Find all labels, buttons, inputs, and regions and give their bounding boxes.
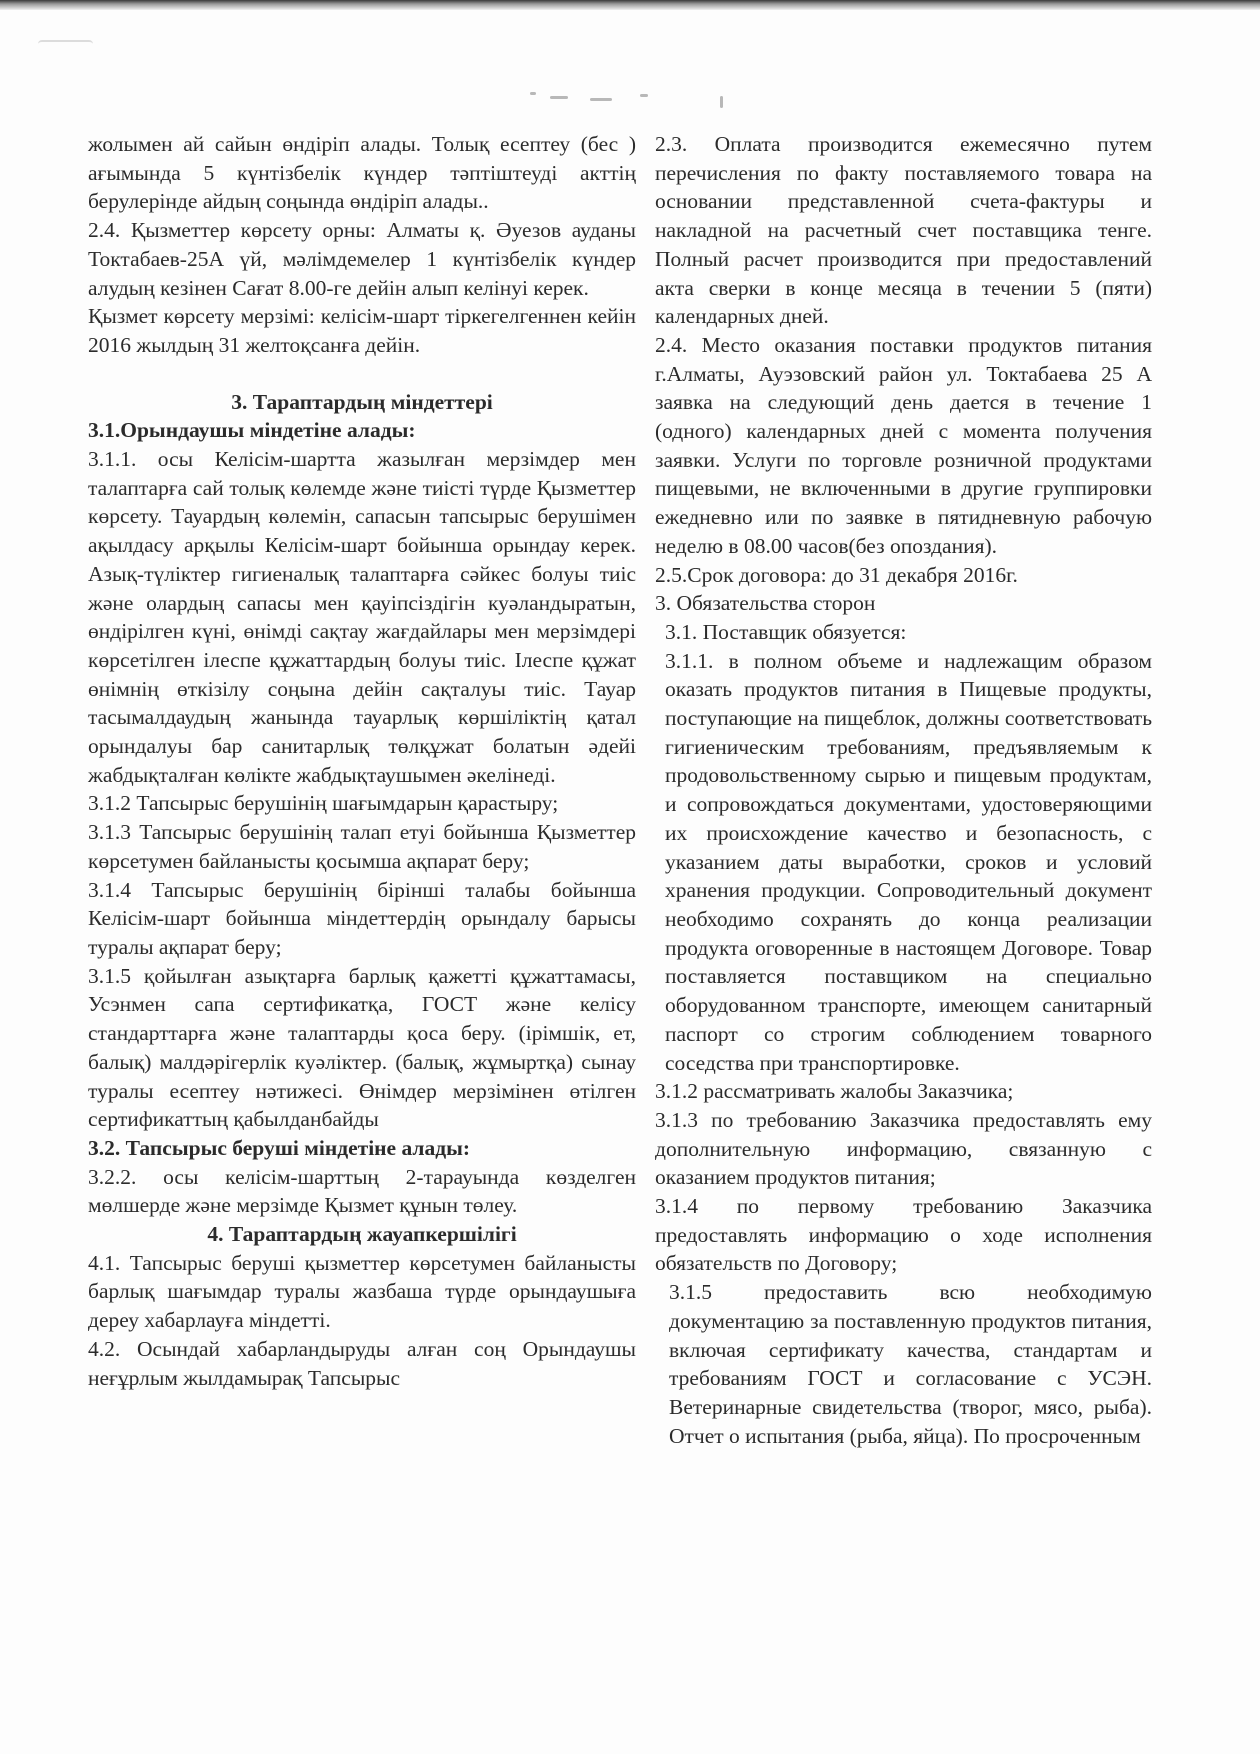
paragraph-3-1-2-kz: 3.1.2 Тапсырыс берушінің шағымдарын қарастыру; (88, 791, 559, 816)
paragraph-3-1-2-ru: 3.1.2 рассматривать жалобы Заказчика; (655, 1079, 1014, 1104)
paragraph-3-1-3-ru: 3.1.3 по требованию Заказчика предоставлять ему дополнительную информацию, связанную с оказанием продуктов питания; (655, 1107, 1152, 1190)
paragraph-2-4-kz: 2.4. Қызметтер көрсету орны: Алматы қ. Әуезов ауданы Токтабаев-25А үй, мәлімдемелер 1 күнтізбелік күндер алудың кезінен Сағат 8.00-ге дейін алып келінуі керек. (88, 218, 636, 300)
heading-3-1-kz: 3.1.Орындаушы міндетіне алады: (88, 418, 416, 443)
heading-section-4-kz: 4. Тараптардың жауапкершілігі (207, 1222, 517, 1247)
paragraph-3-1-5-ru: 3.1.5 предоставить всю необходимую документацию за поставленную продуктов питания, включая сертификату качества, стандартам и требованиям ГОСТ и согласование с УСЭН. Ветеринарные свидетельства (творог, мясо, рыба). Отчет о испытания (рыба, яйца). По просроченным (669, 1280, 1152, 1448)
paragraph-4-2-kz: 4.2. Осындай хабарландыруды алған соң Орындаушы неғұрлым жылдамырақ Тапсырыс (88, 1336, 636, 1390)
scan-smudge (38, 40, 93, 50)
paragraph-term-kz: Қызмет көрсету мерзімі: келісім-шарт тіркегелгеннен кейін 2016 жылдың 31 желтоқсанға дейін. (88, 304, 636, 357)
heading-section-3-ru: 3. Обязательства сторон (655, 591, 876, 616)
left-column (88, 130, 636, 1392)
paragraph-2-4-ru: 2.4. Место оказания поставки продуктов питания г.Алматы, Ауэзовский район ул. Токтабаева 25 А заявка на следующий день дается в течение 1 (одного) календарных дней с момента получения заявки. Услуги по торговле розничной продуктами пищевыми, не включенными в другие группировки ежедневно или по заявке в пятидневную рабочую неделю в 08.00 часов(без опоздания). (655, 332, 1152, 558)
scan-marks (530, 86, 730, 116)
heading-3-2-kz: 3.2. Тапсырыс беруші міндетіне алады: (88, 1135, 471, 1160)
paragraph-3-1-4-ru: 3.1.4 по первому требованию Заказчика предоставлять информацию о ходе исполнения обязательств по Договору; (655, 1194, 1152, 1276)
paragraph-2-5-ru: 2.5.Срок договора: до 31 декабря 2016г. (655, 562, 1018, 587)
paragraph-3-1-1-ru: 3.1.1. в полном объеме и надлежащим образом оказать продуктов питания в Пищевые продукты, поступающие на пищеблок, должны соответствовать гигиеническим требованиям, предъявляемым к продовольственному сырью и пищевым продуктам, и сопровождаться документами, удостоверяющими их происхождение качество и безопасность, с указанием даты выработки, сроков и условий хранения продукции. Сопроводительный документ необходимо сохранять до конца реализации продукта оговоренные в настоящем Договоре. Товар поставляется поставщиком на специально оборудованном транспорте, имеющем санитарный паспорт со строгим соблюдением товарного соседства при транспортировке. (665, 648, 1152, 1075)
paragraph-2-3-ru: 2.3. Оплата производится ежемесячно путем перечисления по факту поставляемого товара на основании представленной счета-фактуры и накладной на расчетный счет поставщика тенге. Полный расчет производится при предоставлений акта сверки в конце месяца в течении 5 (пяти) календарных дней. (655, 132, 1152, 329)
paragraph-3-1-3-kz: 3.1.3 Тапсырыс берушінің талап етуі бойынша Қызметтер көрсетумен байланысты қосымша ақпарат беру; (88, 820, 636, 873)
paragraph-3-1-4-kz: 3.1.4 Тапсырыс берушінің бірінші талабы бойынша Келісім-шарт бойынша міндеттердің орындалу барысы туралы ақпарат беру; (88, 877, 636, 959)
paragraph-3-2-2-kz: 3.2.2. осы келісім-шарттың 2-тарауында көзделген мөлшерде және мерзімде Қызмет құнын төлеу. (88, 1164, 636, 1218)
paragraph-4-1-kz: 4.1. Тапсырыс беруші қызметтер көрсетумен байланысты барлық шағымдар туралы жазбаша түрде орындаушыға дереу хабарлауға міндетті. (88, 1250, 636, 1333)
heading-3-1-ru: 3.1. Поставщик обязуется: (665, 619, 907, 644)
scan-top-edge (0, 0, 1260, 10)
heading-section-3-kz: 3. Тараптардың міндеттері (231, 389, 493, 414)
paragraph-3-1-1-kz: 3.1.1. осы Келісім-шартта жазылған мерзімдер мен талаптарға сай толық көлемде және тиісті түрде Қызметтер көрсету. Тауардың көлемін, сапасын тапсырыс берушімен ақылдасу арқылы Келісім-шарт бойынша орындау керек. Азық-түліктер гигиеналық талаптарға сәйкес болуы тиіс және олардың сапасы мен қауіпсіздігін куәландыратын, өндірілген күні, өнімді сақтау жағдайлары мен мерзімдері көрсетілген ілеспе құжаттардың болуы тиіс. Ілеспе құжат өнімнің өткізілу соңына дейін сақталуы тиіс. Тауар тасымалдаудың жанында тауарлық көршіліктің қатал орындалуы бар санитарлық төлқұжат болатын әдейі жабдықталған көлікте жабдықтаушымен әкелінеді. (88, 447, 636, 787)
paragraph-payment-kz: жолымен ай сайын өндіріп алады. Толық есептеу (бес ) ағымында 5 күнтізбелік күндер тәптіштеуді акттің берулерінде айдың соңында өндіріп алады.. (88, 132, 636, 214)
right-column (655, 130, 1152, 1450)
paragraph-3-1-5-kz: 3.1.5 қойылған азықтарға барлық қажетті құжаттамасы, Усэнмен сапа сертификатқа, ГОСТ және келісу стандарттарға және талаптарды қоса беру. (ірімшік, ет, балық) малдәрігерлік куәліктер. (балық, жұмыртқа) сынау туралы есептеу нәтижесі. Өнімдер мерзімінен өтілген сертификаттың қабылданбайды (88, 963, 636, 1132)
spacer (88, 360, 636, 388)
